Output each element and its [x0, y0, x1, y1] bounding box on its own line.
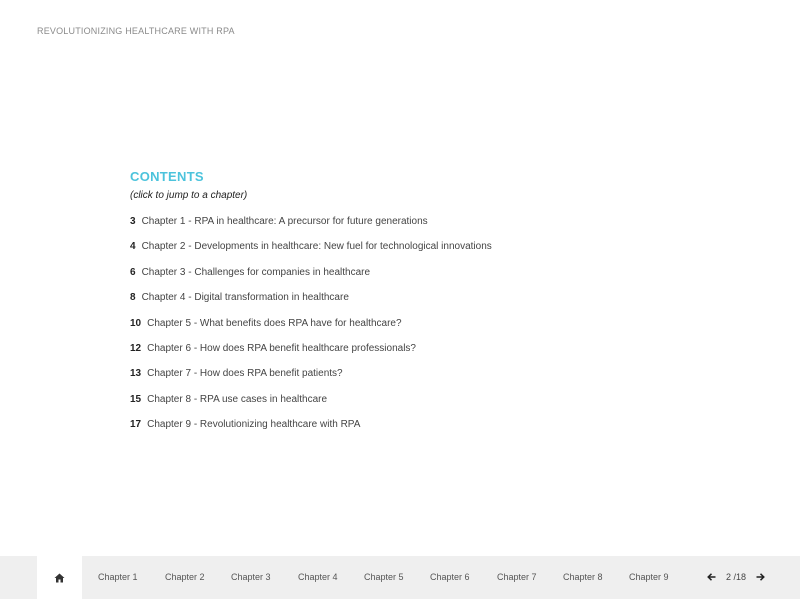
toc-page-number: 6	[130, 266, 136, 278]
contents-title: CONTENTS	[130, 169, 204, 184]
tab-chapter-4[interactable]: Chapter 4	[298, 572, 338, 582]
tab-chapter-8[interactable]: Chapter 8	[563, 572, 603, 582]
home-icon	[54, 573, 65, 583]
toc-item-chapter-5[interactable]	[130, 318, 492, 343]
next-page-button[interactable]	[753, 570, 767, 584]
toc-item-chapter-7[interactable]	[130, 368, 492, 393]
arrow-left-icon	[707, 573, 716, 581]
page-indicator: 2 /18	[726, 572, 747, 582]
contents-subtitle: (click to jump to a chapter)	[130, 190, 248, 201]
previous-page-button[interactable]	[704, 570, 718, 584]
toc-item-chapter-9[interactable]	[130, 419, 492, 444]
toc-item-chapter-6[interactable]	[130, 343, 492, 368]
document-header-title: REVOLUTIONIZING HEALTHCARE WITH RPA	[37, 26, 235, 36]
toc-label: Chapter 4 - Digital transformation in healthcare	[141, 292, 349, 304]
toc-page-number: 17	[130, 419, 142, 431]
toc-page-number: 13	[130, 368, 142, 380]
toc-item-chapter-4[interactable]	[130, 292, 492, 317]
toc-item-chapter-2[interactable]	[130, 241, 492, 266]
toc-list	[130, 216, 492, 445]
bottom-navigation-bar	[0, 556, 800, 599]
tab-chapter-6[interactable]: Chapter 6	[430, 572, 470, 582]
toc-label: Chapter 8 - RPA use cases in healthcare	[147, 393, 328, 405]
toc-page-number: 12	[130, 342, 142, 354]
table-of-contents	[130, 169, 492, 445]
toc-label: Chapter 6 - How does RPA benefit healthcare professionals?	[147, 342, 416, 354]
arrow-right-icon	[756, 573, 765, 581]
tab-chapter-2[interactable]: Chapter 2	[165, 572, 205, 582]
toc-label: Chapter 5 - What benefits does RPA have for healthcare?	[147, 317, 402, 329]
tab-chapter-3[interactable]: Chapter 3	[231, 572, 271, 582]
toc-page-number: 4	[130, 241, 136, 253]
toc-item-chapter-3[interactable]	[130, 267, 492, 292]
toc-label: Chapter 7 - How does RPA benefit patients?	[147, 368, 343, 380]
tab-chapter-7[interactable]: Chapter 7	[497, 572, 537, 582]
tab-chapter-9[interactable]: Chapter 9	[629, 572, 669, 582]
toc-label: Chapter 1 - RPA in healthcare: A precursor for future generations	[141, 216, 428, 227]
toc-item-chapter-1[interactable]	[130, 216, 492, 241]
toc-page-number: 8	[130, 292, 136, 304]
toc-label: Chapter 2 - Developments in healthcare: New fuel for technological innovations	[141, 241, 492, 253]
toc-page-number: 10	[130, 317, 142, 329]
toc-label: Chapter 3 - Challenges for companies in healthcare	[141, 266, 371, 278]
home-button[interactable]	[37, 556, 82, 599]
toc-item-chapter-8[interactable]	[130, 394, 492, 419]
toc-page-number: 3	[130, 216, 136, 227]
tab-chapter-5[interactable]: Chapter 5	[364, 572, 404, 582]
tab-chapter-1[interactable]: Chapter 1	[98, 572, 138, 582]
toc-label: Chapter 9 - Revolutionizing healthcare with RPA	[147, 419, 361, 431]
toc-page-number: 15	[130, 393, 142, 405]
